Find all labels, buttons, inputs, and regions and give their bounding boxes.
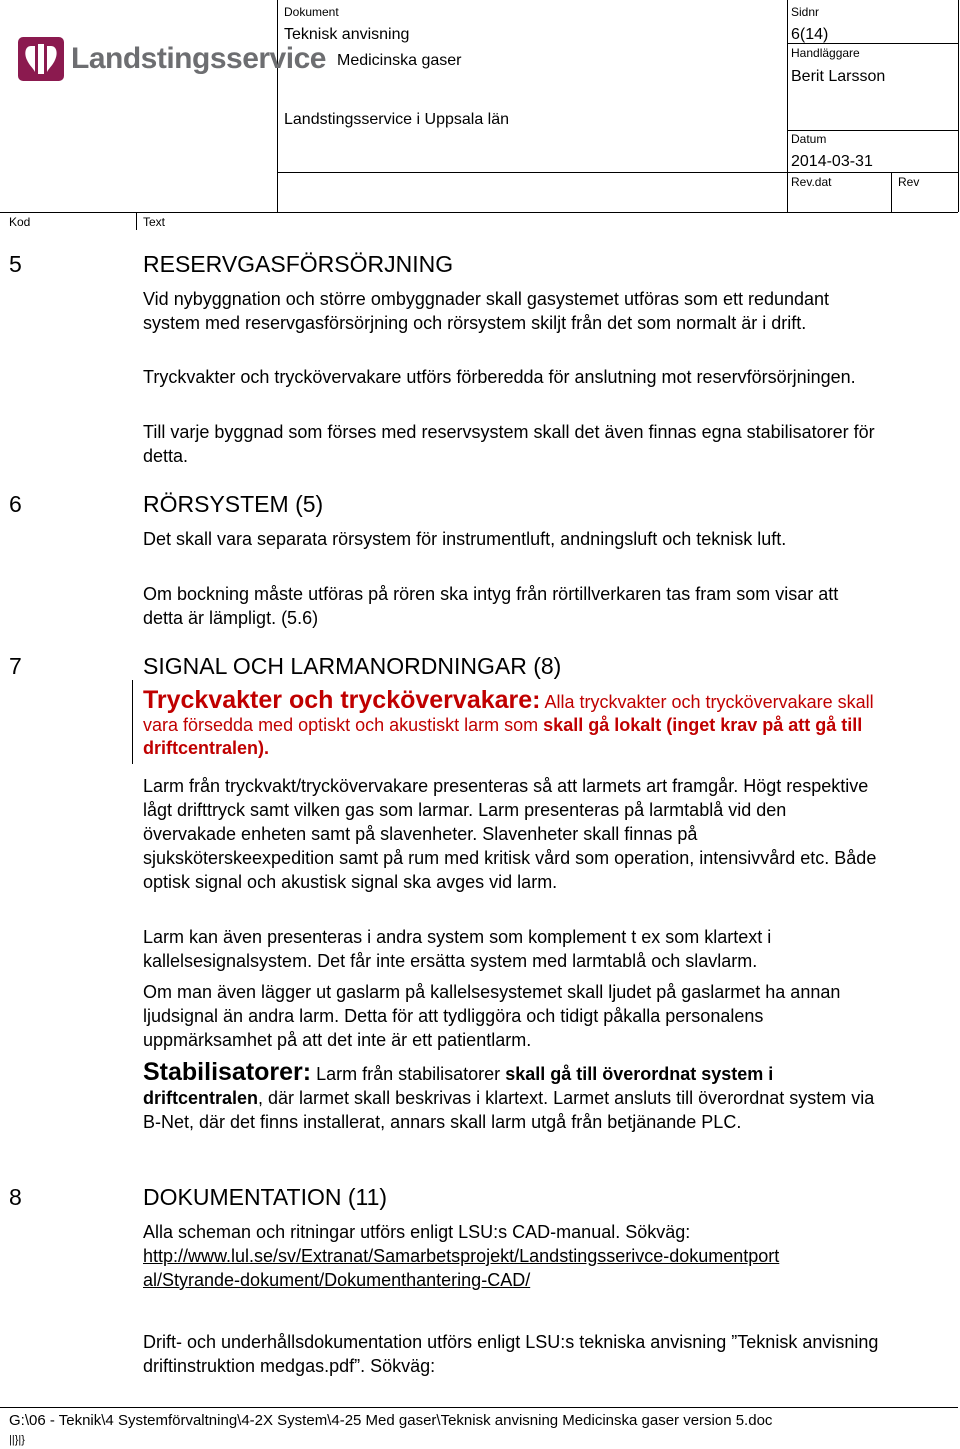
- section-6-title: RÖRSYSTEM (5): [143, 491, 324, 517]
- stabilisatorer-text: , där larmet skall beskrivas i klartext. Larmet ansluts till överordnat system via B-Net, där det finns installerat, annars skall larm utgå från betjänande PLC.: [143, 1088, 875, 1132]
- header-divider: [958, 0, 959, 212]
- datum-value: 2014-03-31: [791, 153, 873, 170]
- sidnr-label: Sidnr: [791, 5, 820, 19]
- section-7-paragraph: Larm från tryckvakt/tryckövervakare presenteras så att larmets art framgår. Högt respektive lågt drifttryck samt vilken gas som larmar. Larm presenteras på larmtablå vid den övervakade enheten samt på slavenheter. Slavenheter skall finnas på sjuksköterskeexpedition samt på rum med kritisk vård som operation, intensivvård etc. Både optisk signal och akustisk signal ska avges vid larm.: [143, 776, 877, 892]
- stabilisatorer-heading: Stabilisatorer:: [143, 1058, 312, 1086]
- cad-manual-link[interactable]: http://www.lul.se/sv/Extranat/Samarbetsprojekt/Landstingsserivce-dokumentportal/Styrande-dokument/Dokumenthantering-CAD/: [143, 1246, 780, 1290]
- header-divider: [787, 130, 958, 131]
- section-6-paragraph: Om bockning måste utföras på rören ska intyg från rörtillverkaren tas fram som visar att detta är lämpligt. (5.6): [143, 584, 839, 628]
- section-8-paragraph: Alla scheman och ritningar utförs enligt LSU:s CAD-manual. Sökväg:: [143, 1222, 691, 1242]
- stabilisatorer-text: Larm från stabilisatorer: [311, 1064, 506, 1084]
- header-divider: [277, 0, 278, 212]
- header-divider: [0, 212, 958, 213]
- dokument-line2: Medicinska gaser: [337, 52, 462, 69]
- change-bar: [132, 680, 133, 764]
- section-7-paragraph: Larm kan även presenteras i andra system som komplement t ex som klartext i kallelsesignalsystem. Det får inte ersätta system med larmtablå och slavlarm.: [143, 927, 772, 971]
- stabilisatorer-paragraph: [143, 1060, 883, 1134]
- column-text-label: Text: [143, 215, 166, 229]
- section-5-paragraph: Till varje byggnad som förses med reservsystem skall det även finnas egna stabilisatorer för detta.: [143, 422, 875, 466]
- organisation: Landstingsservice i Uppsala län: [284, 111, 510, 128]
- section-6-paragraph: Det skall vara separata rörsystem för instrumentluft, andningsluft och teknisk luft.: [143, 529, 787, 549]
- section-5-number: 5: [9, 251, 22, 277]
- section-6-number: 6: [9, 491, 22, 517]
- tryckvakter-paragraph: [143, 686, 883, 760]
- header-divider: [891, 172, 892, 212]
- logo-text: Landstingsservice: [71, 42, 326, 75]
- handlaggare-value: Berit Larsson: [791, 68, 886, 85]
- section-7-title: SIGNAL OCH LARMANORDNINGAR (8): [143, 653, 562, 679]
- section-8-title: DOKUMENTATION (11): [143, 1184, 388, 1210]
- tryckvakter-heading: Tryckvakter och tryckövervakare:: [143, 686, 541, 714]
- column-kod-label: Kod: [9, 215, 31, 229]
- footer-code: ||}|}: [9, 1434, 25, 1446]
- handlaggare-label: Handläggare: [791, 46, 860, 60]
- section-5-paragraph: Vid nybyggnation och större ombyggnader skall gasystemet utföras som ett redundant system med reservgasförsörjning och rörsystem skiljt från det som normalt är i drift.: [143, 289, 830, 333]
- section-7-paragraph: Om man även lägger ut gaslarm på kallelsesystemet skall ljudet på gaslarmet ha annan ljudsignal än andra larm. Detta för att tydliggöra och tidigt påkalla personalens uppmärksamhet på att det inte är ett patientlarm.: [143, 982, 841, 1050]
- company-logo: [17, 36, 326, 82]
- logo-mark-icon: [17, 36, 65, 82]
- dokument-label: Dokument: [284, 5, 339, 19]
- section-8-paragraph: Drift- och underhållsdokumentation utförs enligt LSU:s tekniska anvisning ”Teknisk anvisning driftinstruktion medgas.pdf”. Sökväg:: [143, 1332, 879, 1376]
- section-5-title: RESERVGASFÖRSÖRJNING: [143, 251, 454, 277]
- rev-label: Rev: [898, 175, 920, 189]
- dokument-line1: Teknisk anvisning: [284, 26, 410, 43]
- header-divider: [787, 0, 788, 212]
- section-7-number: 7: [9, 653, 22, 679]
- footer-divider: [0, 1407, 958, 1408]
- section-5-paragraph: Tryckvakter och tryckövervakare utförs förberedda för anslutning mot reservförsörjningen.: [143, 367, 856, 387]
- column-divider: [136, 212, 137, 230]
- sidnr-value: 6(14): [791, 26, 829, 43]
- header-divider: [277, 172, 958, 173]
- section-8-number: 8: [9, 1184, 22, 1210]
- stabilisatorer-bold: skall gå till överordnat system i driftcentralen: [143, 1064, 774, 1108]
- revdat-label: Rev.dat: [791, 175, 832, 189]
- datum-label: Datum: [791, 132, 827, 146]
- tryckvakter-text: Alla tryckvakter och tryckövervakare skall vara försedda med optiskt och akustiskt larm som: [143, 692, 874, 735]
- file-path: G:\06 - Teknik\4 Systemförvaltning\4-2X System\4-25 Med gaser\Teknisk anvisning Medicinska gaser version 5.doc: [9, 1412, 773, 1429]
- tryckvakter-bold: skall gå lokalt (inget krav på att gå till driftcentralen).: [143, 715, 863, 758]
